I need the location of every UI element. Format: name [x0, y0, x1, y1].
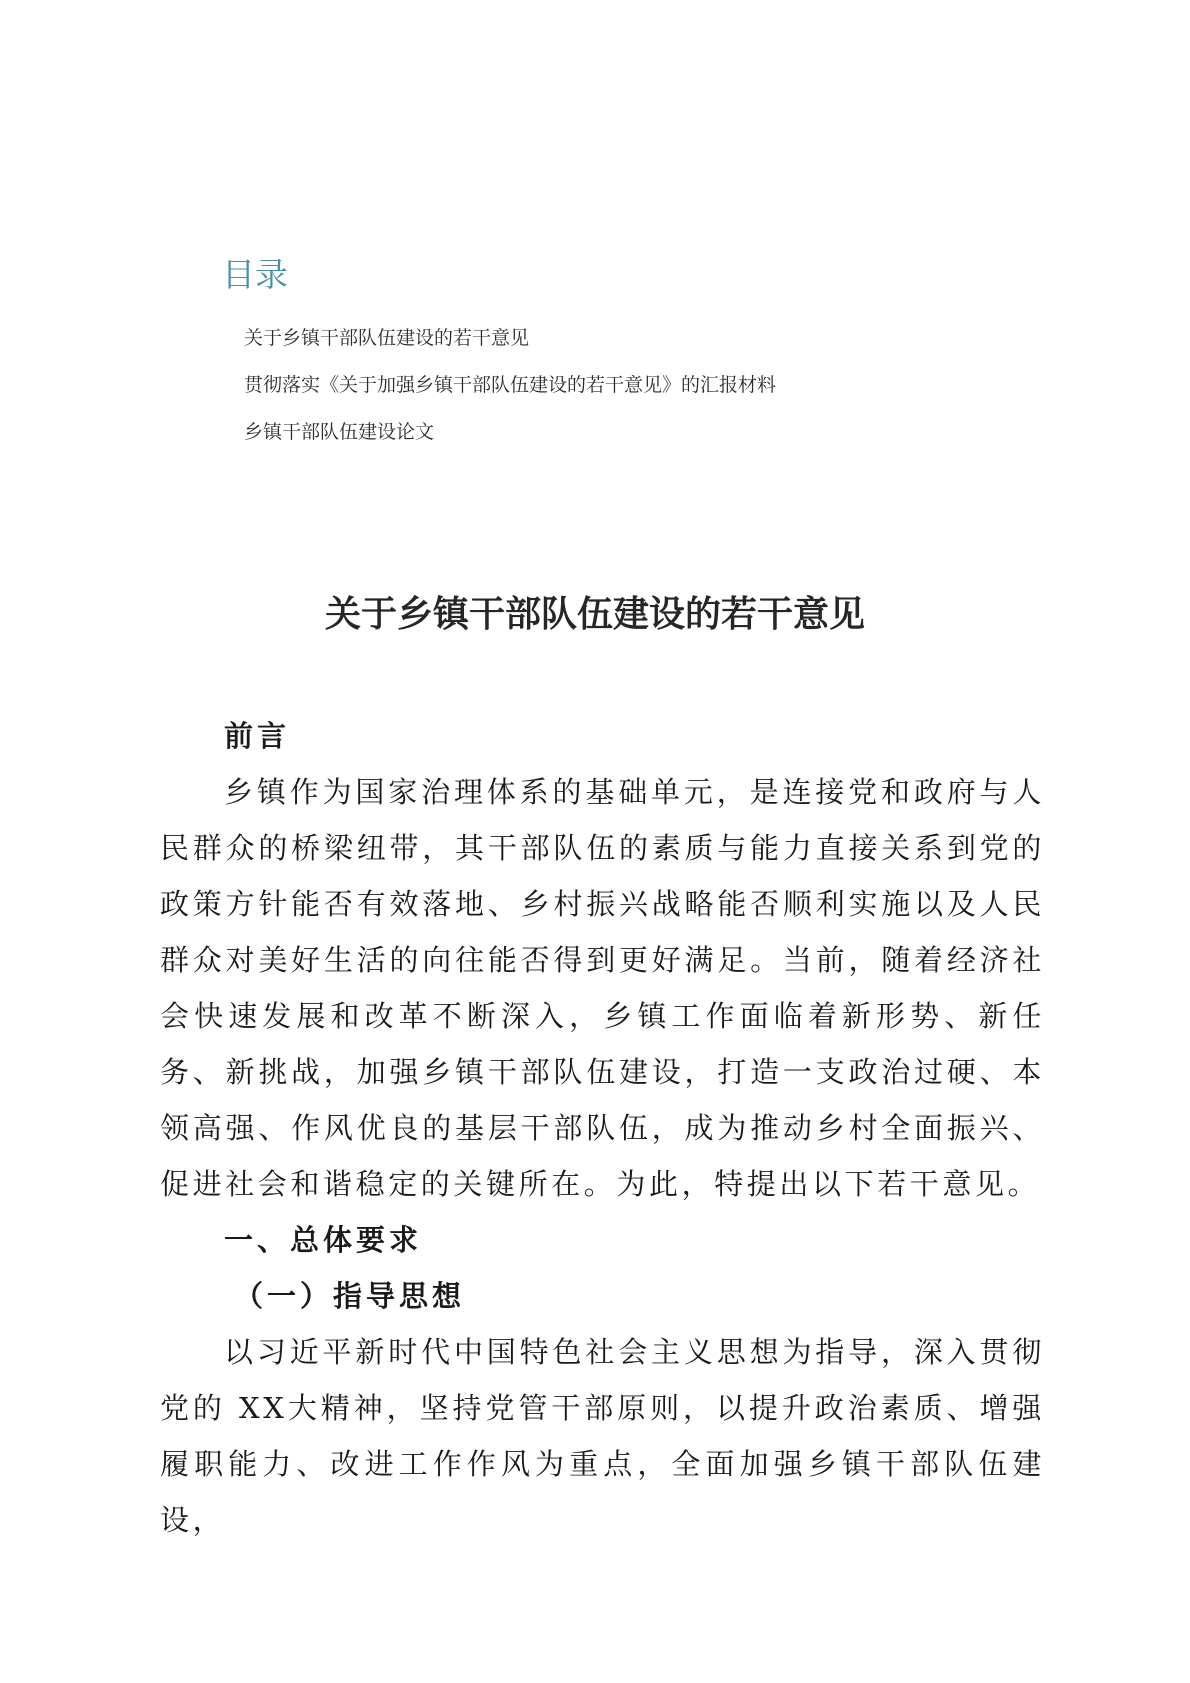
preface-heading: 前言	[224, 719, 291, 753]
toc-item-1[interactable]: 关于乡镇干部队伍建设的若干意见	[244, 327, 530, 349]
preface-paragraph: 乡镇作为国家治理体系的基础单元，是连接党和政府与人民群众的桥梁纽带，其干部队伍的素质与能力直接关系到党的政策方针能否有效落地、乡村振兴战略能否顺利实施以及人民群众对美好生活的向往能否得到更好满足。当前，随着经济社会快速发展和改革不断深入，乡镇工作面临着新形势、新任务、新挑战，加强乡镇干部队伍建设，打造一支政治过硬、本领高强、作风优良的基层干部队伍，成为推动乡村全面振兴、促进社会和谐稳定的关键所在。为此，特提出以下若干意见。	[160, 775, 1045, 1201]
section-1-heading: 一、总体要求	[224, 1223, 423, 1257]
section-1-sub-1-heading: （一）指导思想	[234, 1279, 466, 1313]
table-of-contents	[222, 255, 982, 456]
toc-item-3[interactable]: 乡镇干部队伍建设论文	[244, 421, 435, 443]
toc-item-2[interactable]: 贯彻落实《关于加强乡镇干部队伍建设的若干意见》的汇报材料	[244, 374, 777, 396]
toc-list	[222, 315, 982, 456]
toc-heading: 目录	[222, 255, 288, 294]
document-body	[160, 708, 1045, 1548]
document-title: 关于乡镇干部队伍建设的若干意见	[324, 594, 865, 635]
section-1-sub-1-paragraph: 以习近平新时代中国特色社会主义思想为指导，深入贯彻党的 XX大精神，坚持党管干部原则，以提升政治素质、增强履职能力、改进工作作风为重点，全面加强乡镇干部队伍建设，	[160, 1335, 1045, 1537]
